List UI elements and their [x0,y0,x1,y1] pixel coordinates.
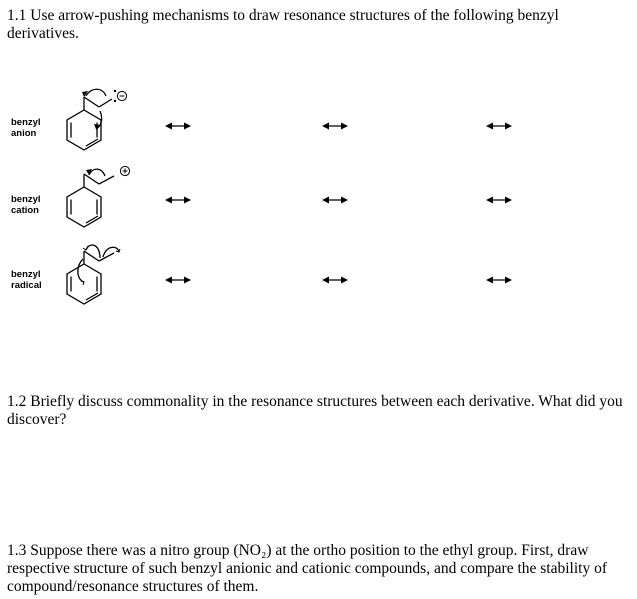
benzyl-anion-structure [62,80,162,155]
resonance-arrow-icon [322,194,348,206]
label-benzyl-radical: benzyl radical [11,269,42,291]
question-1-2: 1.2 Briefly discuss commonality in the resonance structures between each derivative. What did you discover? [7,393,623,428]
label-benzyl-anion: benzyl anion [11,117,41,139]
benzyl-radical-structure [62,234,162,309]
benzyl-cation-structure [62,157,162,232]
question-1-3: 1.3 Suppose there was a nitro group (NO₂) at the ortho position to the ethyl group. First, draw respective structure of such benzyl anionic and cationic compounds, and compare the stability of compound/resonance structures of them. [7,542,607,595]
resonance-arrow-icon [322,120,348,132]
resonance-arrow-icon [486,120,512,132]
resonance-arrow-icon [165,194,191,206]
label-benzyl-cation: benzyl cation [11,194,41,216]
resonance-arrow-icon [486,274,512,286]
resonance-arrow-icon [486,194,512,206]
resonance-arrow-icon [165,120,191,132]
resonance-arrow-icon [165,274,191,286]
question-1-1: 1.1 Use arrow-pushing mechanisms to draw resonance structures of the following benzyl derivatives. [7,7,559,42]
resonance-arrow-icon [322,274,348,286]
